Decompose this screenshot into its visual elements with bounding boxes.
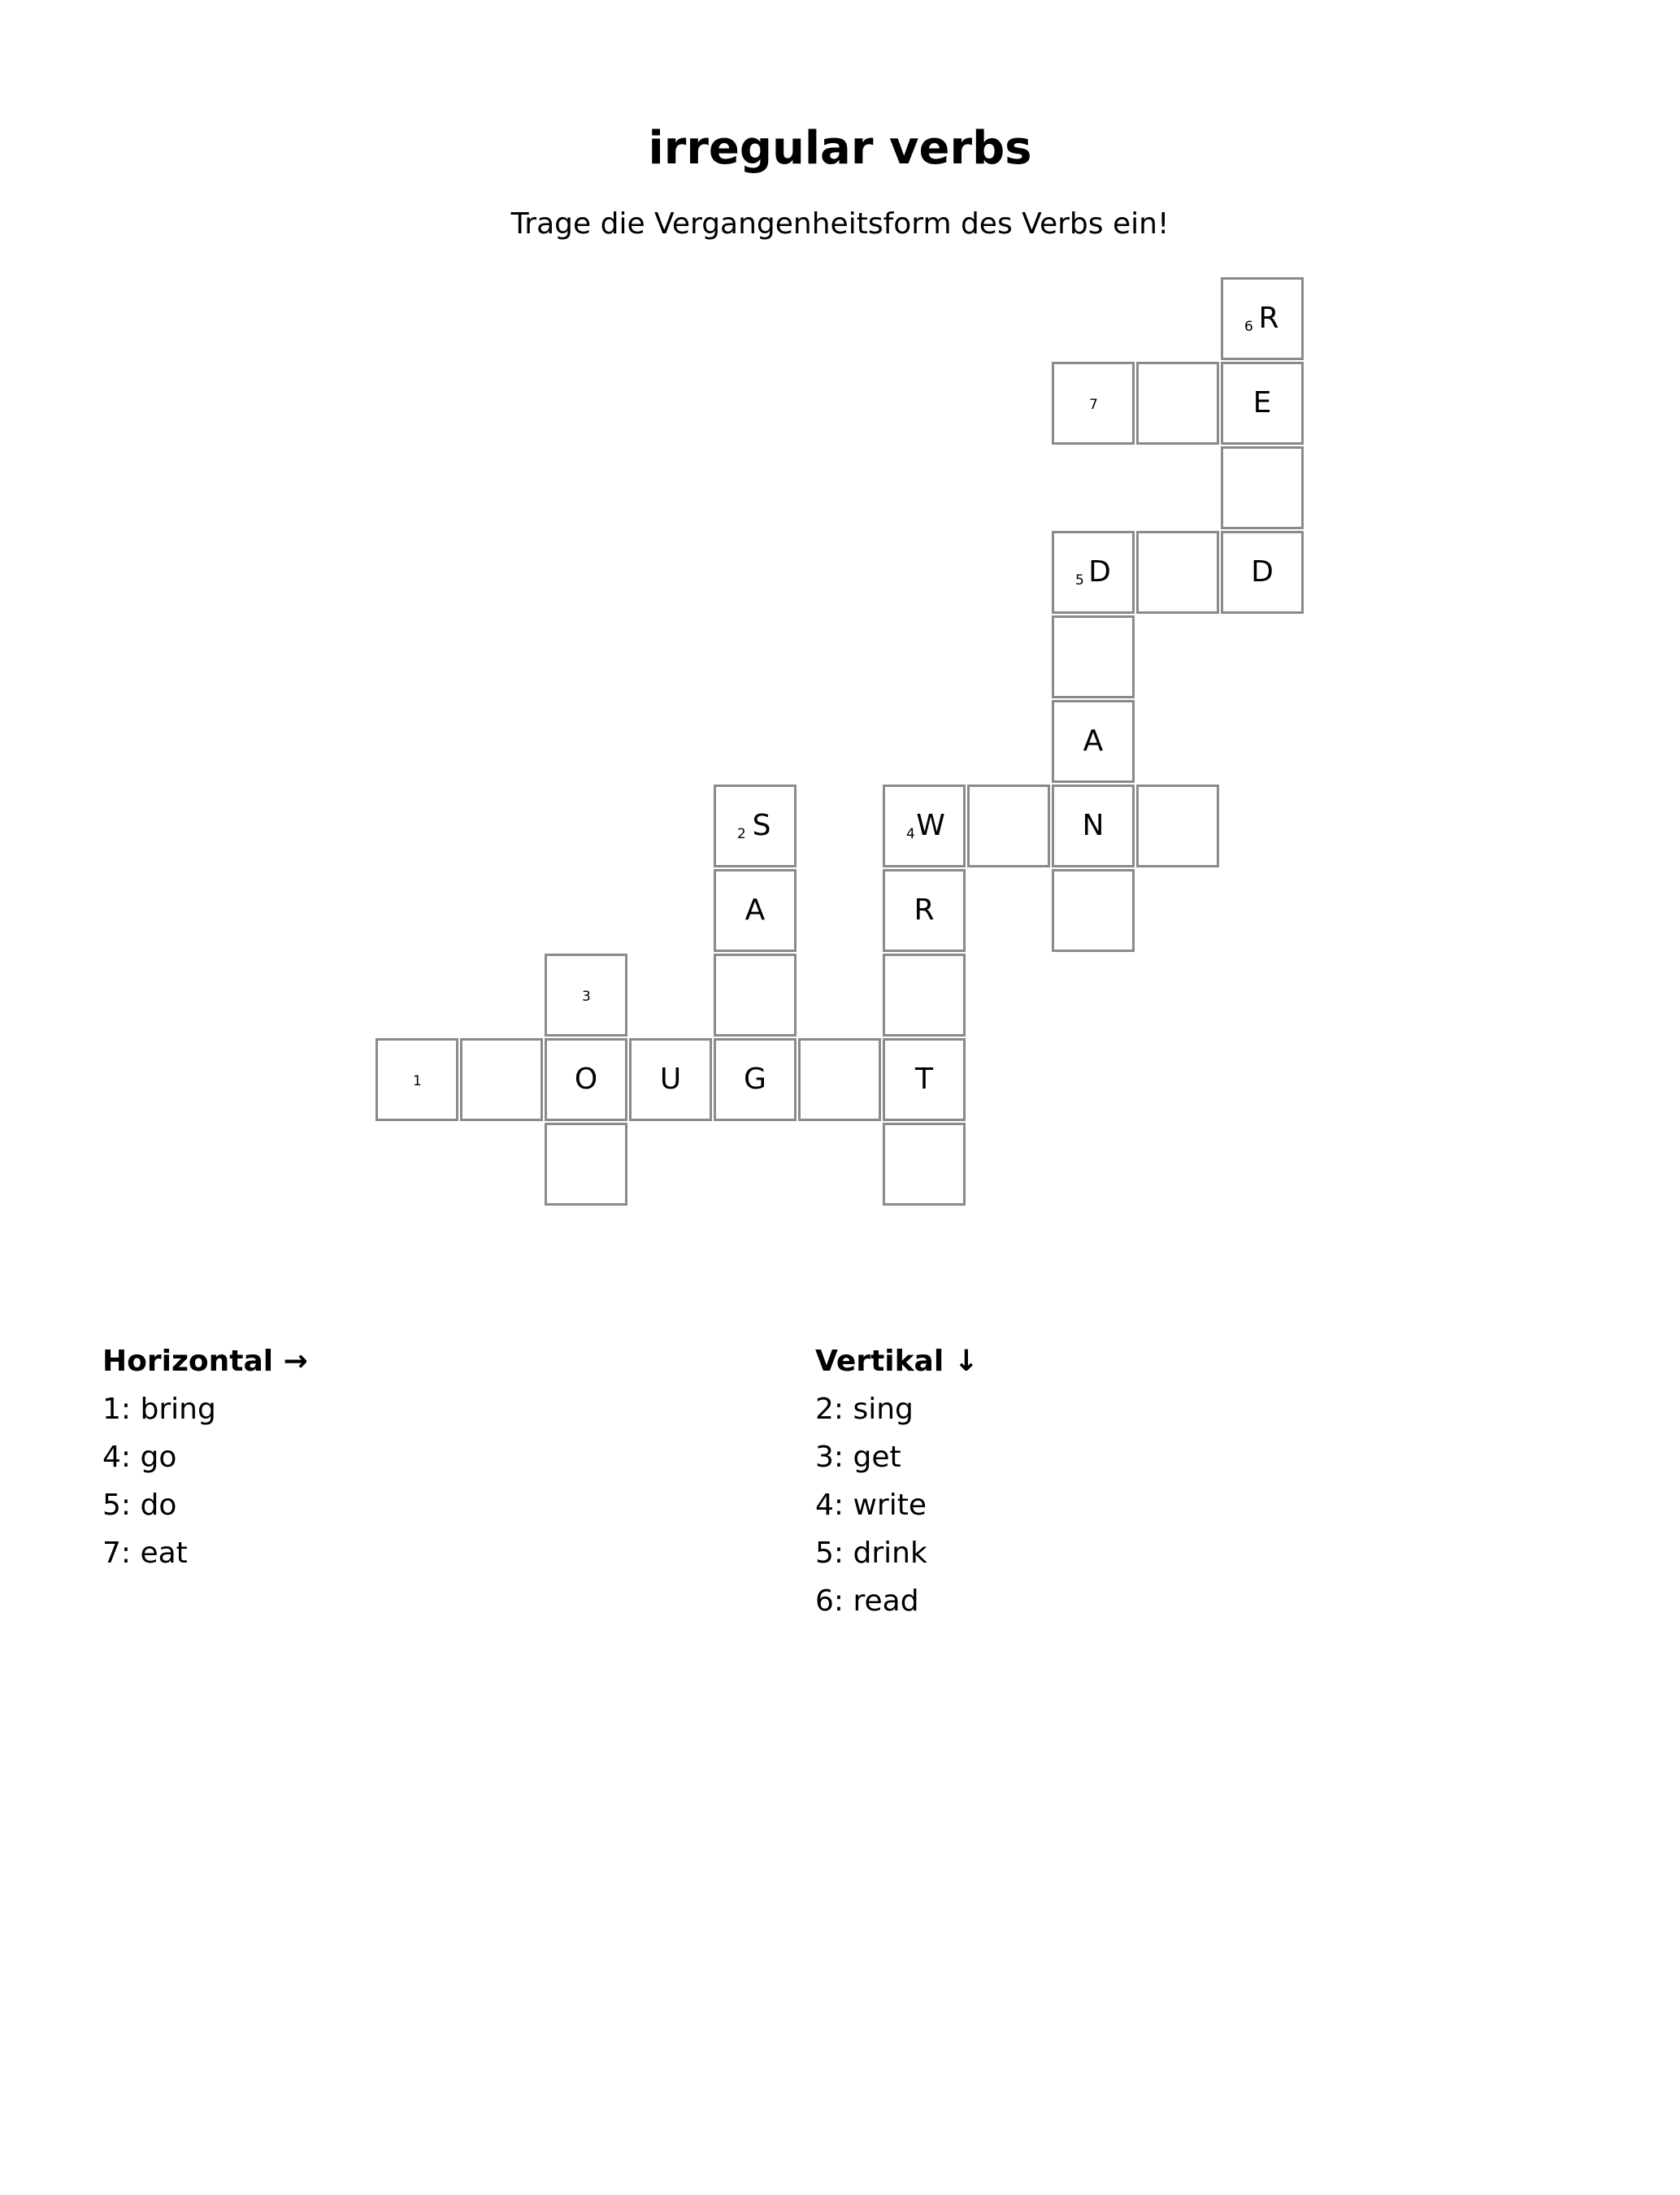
- cell-letter: A: [744, 893, 766, 927]
- crossword-cell[interactable]: [883, 954, 966, 1037]
- crossword-cell[interactable]: [883, 1038, 966, 1121]
- crossword-cell[interactable]: [798, 1038, 881, 1121]
- cell-letter: W: [916, 809, 945, 842]
- cell-letter: R: [914, 893, 935, 927]
- clue-number: 4: [906, 826, 915, 842]
- crossword-cell[interactable]: [1221, 446, 1304, 529]
- clues-across-heading: Horizontal →: [102, 1345, 308, 1378]
- page-title: irregular verbs: [648, 122, 1032, 175]
- crossword-cell[interactable]: [1052, 869, 1135, 952]
- crossword-cell[interactable]: [1136, 531, 1219, 614]
- cell-letter: U: [659, 1063, 682, 1096]
- clue-number: 3: [582, 989, 591, 1005]
- crossword-cell[interactable]: [883, 785, 966, 867]
- cell-letter: A: [1083, 724, 1104, 758]
- clue-number: 6: [1244, 319, 1253, 335]
- clue-item: 5: drink: [815, 1536, 927, 1570]
- clue-item: 5: do: [102, 1489, 177, 1522]
- crossword-cell[interactable]: [1052, 531, 1135, 614]
- crossword-cell[interactable]: [714, 869, 797, 952]
- instructions: Trage die Vergangenheitsform des Verbs ein!: [510, 207, 1170, 241]
- crossword-cell[interactable]: [1221, 362, 1304, 445]
- clue-item: 6: read: [815, 1584, 919, 1618]
- crossword-cell[interactable]: [883, 1123, 966, 1206]
- clue-number: 2: [737, 826, 746, 842]
- clue-item: 2: sing: [815, 1393, 914, 1426]
- crossword-cell[interactable]: [1052, 615, 1135, 698]
- clue-item: 3: get: [815, 1441, 901, 1474]
- crossword-cell[interactable]: [967, 785, 1050, 867]
- crossword-cell[interactable]: [1052, 785, 1135, 867]
- crossword-cell[interactable]: [1052, 700, 1135, 783]
- clues-across: [102, 1337, 308, 1577]
- crossword-cell[interactable]: [1221, 531, 1304, 614]
- cell-letter: D: [1251, 555, 1274, 589]
- cell-letter: E: [1252, 386, 1272, 419]
- clues-down-heading: Vertikal ↓: [815, 1345, 979, 1378]
- cell-letter: G: [744, 1063, 766, 1096]
- cell-letter: O: [574, 1063, 598, 1096]
- crossword-cell[interactable]: [545, 954, 627, 1037]
- cell-letter: N: [1082, 809, 1105, 842]
- crossword-cell[interactable]: [1136, 362, 1219, 445]
- cell-letter: T: [915, 1063, 933, 1096]
- crossword-cell[interactable]: [545, 1038, 627, 1121]
- clues-down: [815, 1337, 979, 1625]
- crossword-cell[interactable]: [714, 954, 797, 1037]
- clue-item: 4: write: [815, 1489, 927, 1522]
- cell-letter: R: [1258, 302, 1279, 335]
- crossword-cell[interactable]: [460, 1038, 543, 1121]
- crossword-cell[interactable]: [714, 1038, 797, 1121]
- crossword-cell[interactable]: [376, 1038, 458, 1121]
- clue-item: 4: go: [102, 1441, 177, 1474]
- crossword-cell[interactable]: [545, 1123, 627, 1206]
- crossword-cell[interactable]: [1136, 785, 1219, 867]
- clue-item: 7: eat: [102, 1536, 188, 1570]
- crossword-cell[interactable]: [883, 869, 966, 952]
- crossword-cell[interactable]: [629, 1038, 712, 1121]
- crossword-cell[interactable]: [1221, 277, 1304, 360]
- clue-number: 1: [413, 1073, 422, 1089]
- clue-number: 7: [1089, 397, 1098, 413]
- crossword-cell[interactable]: [714, 785, 797, 867]
- crossword-cell[interactable]: [1052, 362, 1135, 445]
- cell-letter: S: [752, 809, 771, 842]
- clue-number: 5: [1075, 572, 1084, 589]
- clue-item: 1: bring: [102, 1393, 216, 1426]
- cell-letter: D: [1088, 555, 1111, 589]
